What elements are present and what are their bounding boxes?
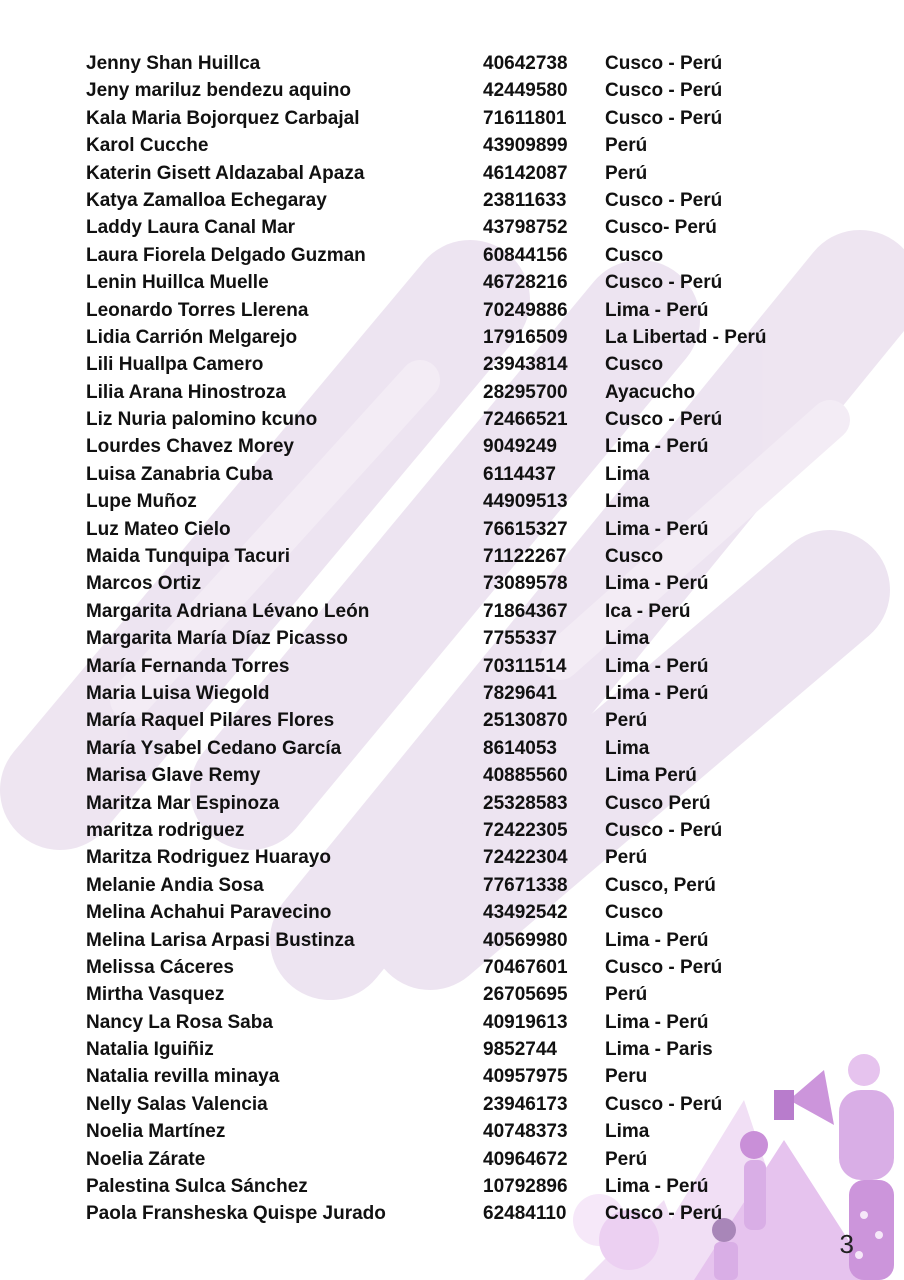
list-item [86, 242, 846, 269]
list-item [86, 77, 846, 104]
participant-name: Palestina Sulca Sánchez [86, 1176, 308, 1198]
participant-location: Ica - Perú [605, 600, 691, 622]
participant-name: María Raquel Pilares Flores [86, 710, 335, 732]
participant-location: Cusco Perú [605, 792, 711, 814]
list-item [86, 981, 846, 1008]
participant-dni: 70249886 [483, 299, 568, 321]
participant-name: Maritza Mar Espinoza [86, 792, 280, 814]
participant-name: Karol Cucche [86, 135, 209, 157]
participant-dni: 40964672 [483, 1148, 568, 1170]
participant-dni: 43492542 [483, 902, 568, 924]
participant-name: María Fernanda Torres [86, 655, 290, 677]
participant-dni: 7755337 [483, 628, 557, 650]
participant-dni: 17916509 [483, 326, 568, 348]
participant-name: Lilia Arana Hinostroza [86, 381, 286, 403]
participant-dni: 40748373 [483, 1121, 568, 1143]
list-item [86, 844, 846, 871]
list-item [86, 1091, 846, 1118]
participant-dni: 40919613 [483, 1011, 568, 1033]
participant-name: Nelly Salas Valencia [86, 1093, 268, 1115]
participant-dni: 28295700 [483, 381, 568, 403]
participant-dni: 46728216 [483, 272, 568, 294]
participant-location: Cusco - Perú [605, 53, 723, 74]
participant-location: Lima - Perú [605, 1011, 709, 1033]
participant-name: maritza rodriguez [86, 819, 245, 841]
participant-dni: 25130870 [483, 710, 568, 732]
list-item [86, 132, 846, 159]
list-item [86, 872, 846, 899]
participant-name: Luz Mateo Cielo [86, 518, 231, 540]
list-item [86, 488, 846, 515]
participant-location: Lima [605, 737, 650, 759]
participant-name: Lili Huallpa Camero [86, 354, 264, 376]
list-item [86, 516, 846, 543]
participant-dni: 43798752 [483, 217, 568, 239]
participant-dni: 26705695 [483, 984, 568, 1006]
list-item [86, 160, 846, 187]
list-item [86, 379, 846, 406]
list-item [86, 817, 846, 844]
participant-dni: 72422305 [483, 819, 568, 841]
participant-dni: 7829641 [483, 682, 557, 704]
participant-dni: 8614053 [483, 737, 557, 759]
participant-location: Lima - Perú [605, 682, 709, 704]
participant-location: Lima Perú [605, 765, 697, 787]
participant-location: Lima - Perú [605, 655, 709, 677]
list-item [86, 105, 846, 132]
list-item [86, 269, 846, 296]
participant-name: Lupe Muñoz [86, 491, 197, 513]
participant-name: Katya Zamalloa Echegaray [86, 189, 327, 211]
participant-name: Melina Larisa Arpasi Bustinza [86, 929, 355, 951]
participant-location: Lima - Perú [605, 299, 709, 321]
participant-name: Jeny mariluz bendezu aquino [86, 80, 351, 102]
participant-location: Cusco- Perú [605, 217, 717, 239]
list-item [86, 735, 846, 762]
participant-location: Lima - Perú [605, 929, 709, 951]
participant-location: Perú [605, 135, 648, 157]
participant-dni: 23946173 [483, 1093, 568, 1115]
participant-dni: 73089578 [483, 573, 568, 595]
participant-name: Margarita María Díaz Picasso [86, 628, 348, 650]
participant-location: La Libertad - Perú [605, 326, 767, 348]
list-item [86, 433, 846, 460]
participant-name: Maritza Rodriguez Huarayo [86, 847, 331, 869]
participant-dni: 10792896 [483, 1176, 568, 1198]
participant-dni: 77671338 [483, 874, 568, 896]
participant-location: Cusco, Perú [605, 874, 716, 896]
participant-name: Laddy Laura Canal Mar [86, 217, 296, 239]
list-item [86, 653, 846, 680]
participant-dni: 62484110 [483, 1203, 567, 1225]
participant-dni: 40885560 [483, 765, 568, 787]
participant-location: Cusco [605, 244, 664, 266]
participant-name: Leonardo Torres Llerena [86, 299, 309, 321]
participant-name: Melissa Cáceres [86, 956, 234, 978]
participant-name: Lourdes Chavez Morey [86, 436, 294, 458]
participant-name: María Ysabel Cedano García [86, 737, 342, 759]
participant-name: Maida Tunquipa Tacuri [86, 546, 291, 568]
participant-dni: 23943814 [483, 354, 568, 376]
list-item [86, 625, 846, 652]
participant-name: Margarita Adriana Lévano León [86, 600, 370, 622]
participant-dni: 70467601 [483, 956, 568, 978]
list-item [86, 461, 846, 488]
list-item [86, 707, 846, 734]
participant-location: Cusco - Perú [605, 189, 723, 211]
list-item [86, 899, 846, 926]
list-item [86, 187, 846, 214]
participant-dni: 60844156 [483, 244, 568, 266]
participant-location: Lima [605, 491, 650, 513]
list-item [86, 927, 846, 954]
participant-location: Perú [605, 1148, 648, 1170]
list-item [86, 790, 846, 817]
participant-location: Cusco - Perú [605, 80, 723, 102]
participant-dni: 71122267 [483, 546, 567, 568]
list-item [86, 570, 846, 597]
participant-location: Cusco - Perú [605, 272, 723, 294]
participant-location: Cusco - Perú [605, 1203, 723, 1225]
participant-name: Kala Maria Bojorquez Carbajal [86, 107, 360, 129]
participant-name: Marisa Glave Remy [86, 765, 261, 787]
participant-name: Natalia revilla minaya [86, 1066, 280, 1088]
participant-location: Cusco - Perú [605, 956, 723, 978]
participant-location: Lima - Perú [605, 518, 709, 540]
list-item [86, 406, 846, 433]
participant-location: Lima - Perú [605, 436, 709, 458]
participant-dni: 9852744 [483, 1039, 557, 1061]
participant-name: Melanie Andia Sosa [86, 874, 264, 896]
list-item [86, 598, 846, 625]
participant-location: Perú [605, 162, 648, 184]
participant-name: Marcos Ortiz [86, 573, 202, 595]
participant-name: Liz Nuria palomino kcuno [86, 409, 318, 431]
participant-location: Ayacucho [605, 381, 696, 403]
participant-name: Nancy La Rosa Saba [86, 1011, 273, 1033]
participant-location: Cusco [605, 546, 664, 568]
participant-dni: 76615327 [483, 518, 568, 540]
list-item [86, 1200, 846, 1227]
participant-dni: 44909513 [483, 491, 568, 513]
participant-dni: 40569980 [483, 929, 568, 951]
participant-location: Cusco - Perú [605, 819, 723, 841]
participant-dni: 71864367 [483, 600, 568, 622]
participant-location: Lima [605, 463, 650, 485]
participant-location: Peru [605, 1066, 648, 1088]
list-item [86, 324, 846, 351]
participant-location: Cusco [605, 902, 664, 924]
participant-location: Perú [605, 847, 648, 869]
participant-name: Lidia Carrión Melgarejo [86, 326, 298, 348]
participant-name: Mirtha Vasquez [86, 984, 225, 1006]
participant-name: Laura Fiorela Delgado Guzman [86, 244, 366, 266]
participant-location: Cusco - Perú [605, 1093, 723, 1115]
participant-location: Lima - Perú [605, 1176, 709, 1198]
list-item [86, 680, 846, 707]
participant-location: Lima - Paris [605, 1039, 713, 1061]
participant-dni: 43909899 [483, 135, 568, 157]
participant-location: Cusco - Perú [605, 107, 723, 129]
participant-location: Lima - Perú [605, 573, 709, 595]
list-item [86, 1118, 846, 1145]
participant-name: Noelia Zárate [86, 1148, 206, 1170]
list-item [86, 351, 846, 378]
participant-name: Lenin Huillca Muelle [86, 272, 269, 294]
list-item [86, 297, 846, 324]
list-item [86, 1009, 846, 1036]
participant-dni: 72422304 [483, 847, 568, 869]
list-item [86, 1146, 846, 1173]
participant-dni: 40957975 [483, 1066, 568, 1088]
participant-dni: 9049249 [483, 436, 557, 458]
participant-dni: 23811633 [483, 189, 567, 211]
participant-name: Jenny Shan Huillca [86, 53, 261, 74]
list-item [86, 50, 846, 77]
participant-location: Cusco - Perú [605, 409, 723, 431]
list-item [86, 1036, 846, 1063]
list-item [86, 1063, 846, 1090]
participant-dni: 42449580 [483, 80, 568, 102]
list-item [86, 762, 846, 789]
list-item [86, 954, 846, 981]
participant-name: Katerin Gisett Aldazabal Apaza [86, 162, 365, 184]
list-item [86, 214, 846, 241]
page-number: 3 [839, 1229, 854, 1259]
participant-location: Cusco [605, 354, 664, 376]
participant-name: Melina Achahui Paravecino [86, 902, 332, 924]
participant-dni: 40642738 [483, 53, 568, 74]
participant-dni: 6114437 [483, 463, 556, 485]
participant-location: Perú [605, 710, 648, 732]
participant-name: Natalia Iguiñiz [86, 1039, 214, 1061]
list-item [86, 543, 846, 570]
list-item [86, 1173, 846, 1200]
participant-location: Lima [605, 628, 650, 650]
participant-name: Noelia Martínez [86, 1121, 226, 1143]
participant-name: Paola Fransheska Quispe Jurado [86, 1203, 386, 1225]
participant-location: Perú [605, 984, 648, 1006]
participant-name: Luisa Zanabria Cuba [86, 463, 273, 485]
participant-dni: 71611801 [483, 107, 567, 129]
participant-dni: 46142087 [483, 162, 568, 184]
participant-dni: 25328583 [483, 792, 568, 814]
participant-list [86, 50, 846, 1228]
participant-name: Maria Luisa Wiegold [86, 682, 270, 704]
participant-dni: 72466521 [483, 409, 568, 431]
participant-location: Lima [605, 1121, 650, 1143]
participant-dni: 70311514 [483, 655, 567, 677]
